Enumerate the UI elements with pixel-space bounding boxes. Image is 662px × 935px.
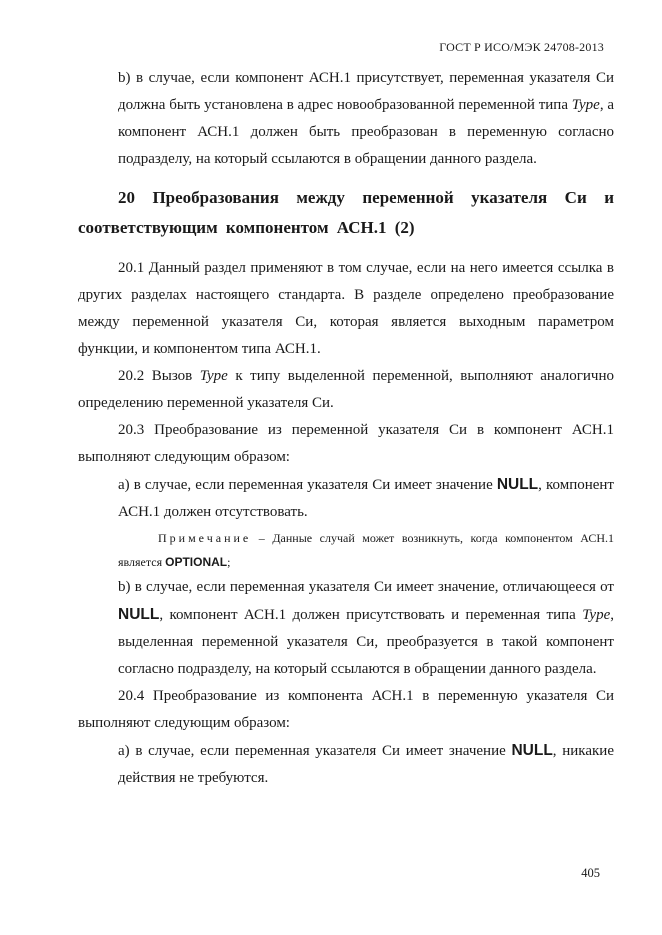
text: a) в случае, если переменная указателя Си имеет значение — [118, 743, 512, 759]
paragraph-20-3-b — [78, 574, 614, 683]
text: b) в случае, если переменная указателя Си имеет значение, отличающееся от — [118, 579, 614, 595]
text: a) в случае, если переменная указателя Си имеет значение — [118, 477, 497, 493]
optional-keyword: OPTIONAL — [165, 555, 228, 569]
text: , выделенная переменной указателя Си, преобразуется в такой компонент согласно подразделу, на который ссылаются в обращении данного раздела. — [118, 607, 614, 677]
paragraph-20-3: 20.3 Преобразование из переменной указателя Си в компонент АСН.1 выполняют следующим образом: — [78, 422, 614, 465]
paragraph-20-2 — [78, 363, 614, 417]
page-body — [78, 65, 614, 792]
page-header: ГОСТ Р ИСО/МЭК 24708-2013 — [439, 40, 604, 54]
note-label: Примечание — [158, 531, 252, 545]
null-keyword: NULL — [496, 476, 539, 493]
text: , никакие действия не требуются. — [118, 743, 614, 786]
null-keyword: NULL — [118, 606, 160, 623]
text: 20.2 Вызов — [118, 368, 200, 384]
paragraph-20-4-a — [78, 737, 614, 792]
null-keyword: NULL — [511, 742, 553, 759]
paragraph-20-3-a — [78, 471, 614, 526]
page-number: 405 — [581, 866, 600, 880]
note-text: – Данные случай может возникнуть, когда компонентом АСН.1 является — [118, 531, 614, 569]
text: , компонент АСН.1 должен присутствовать и переменная типа — [159, 607, 583, 623]
text: , а компонент АСН.1 должен быть преобразован в переменную согласно подразделу, на который ссылаются в обращении данного раздела. — [118, 97, 614, 167]
paragraph-b-prev — [78, 65, 614, 173]
type-word: Type — [571, 97, 600, 113]
paragraph-20-1: 20.1 Данный раздел применяют в том случае, если на него имеется ссылка в других разделах настоящего стандарта. В разделе определено преобразование между переменной указателя Си, которая является выходным параметром функции, и компонентом типа АСН.1. — [78, 260, 614, 357]
text: ; — [227, 555, 231, 569]
type-word: Type — [199, 368, 228, 384]
note — [78, 526, 614, 574]
text: , компонент АСН.1 должен отсутствовать. — [118, 477, 614, 520]
paragraph-20-4: 20.4 Преобразование из компонента АСН.1 в переменную указателя Си выполняют следующим образом: — [78, 688, 614, 731]
text: к типу выделенной переменной, выполняют аналогично определению переменной указателя Си. — [78, 368, 614, 411]
text: b) в случае, если компонент АСН.1 присутствует, переменная указателя Си должна быть установлена в адрес новообразованной переменной типа — [118, 70, 614, 113]
type-word: Type — [582, 607, 611, 623]
section-heading-20: 20 Преобразования между переменной указателя Си и соответствующим компонентом АСН.1 (2) — [78, 188, 614, 237]
